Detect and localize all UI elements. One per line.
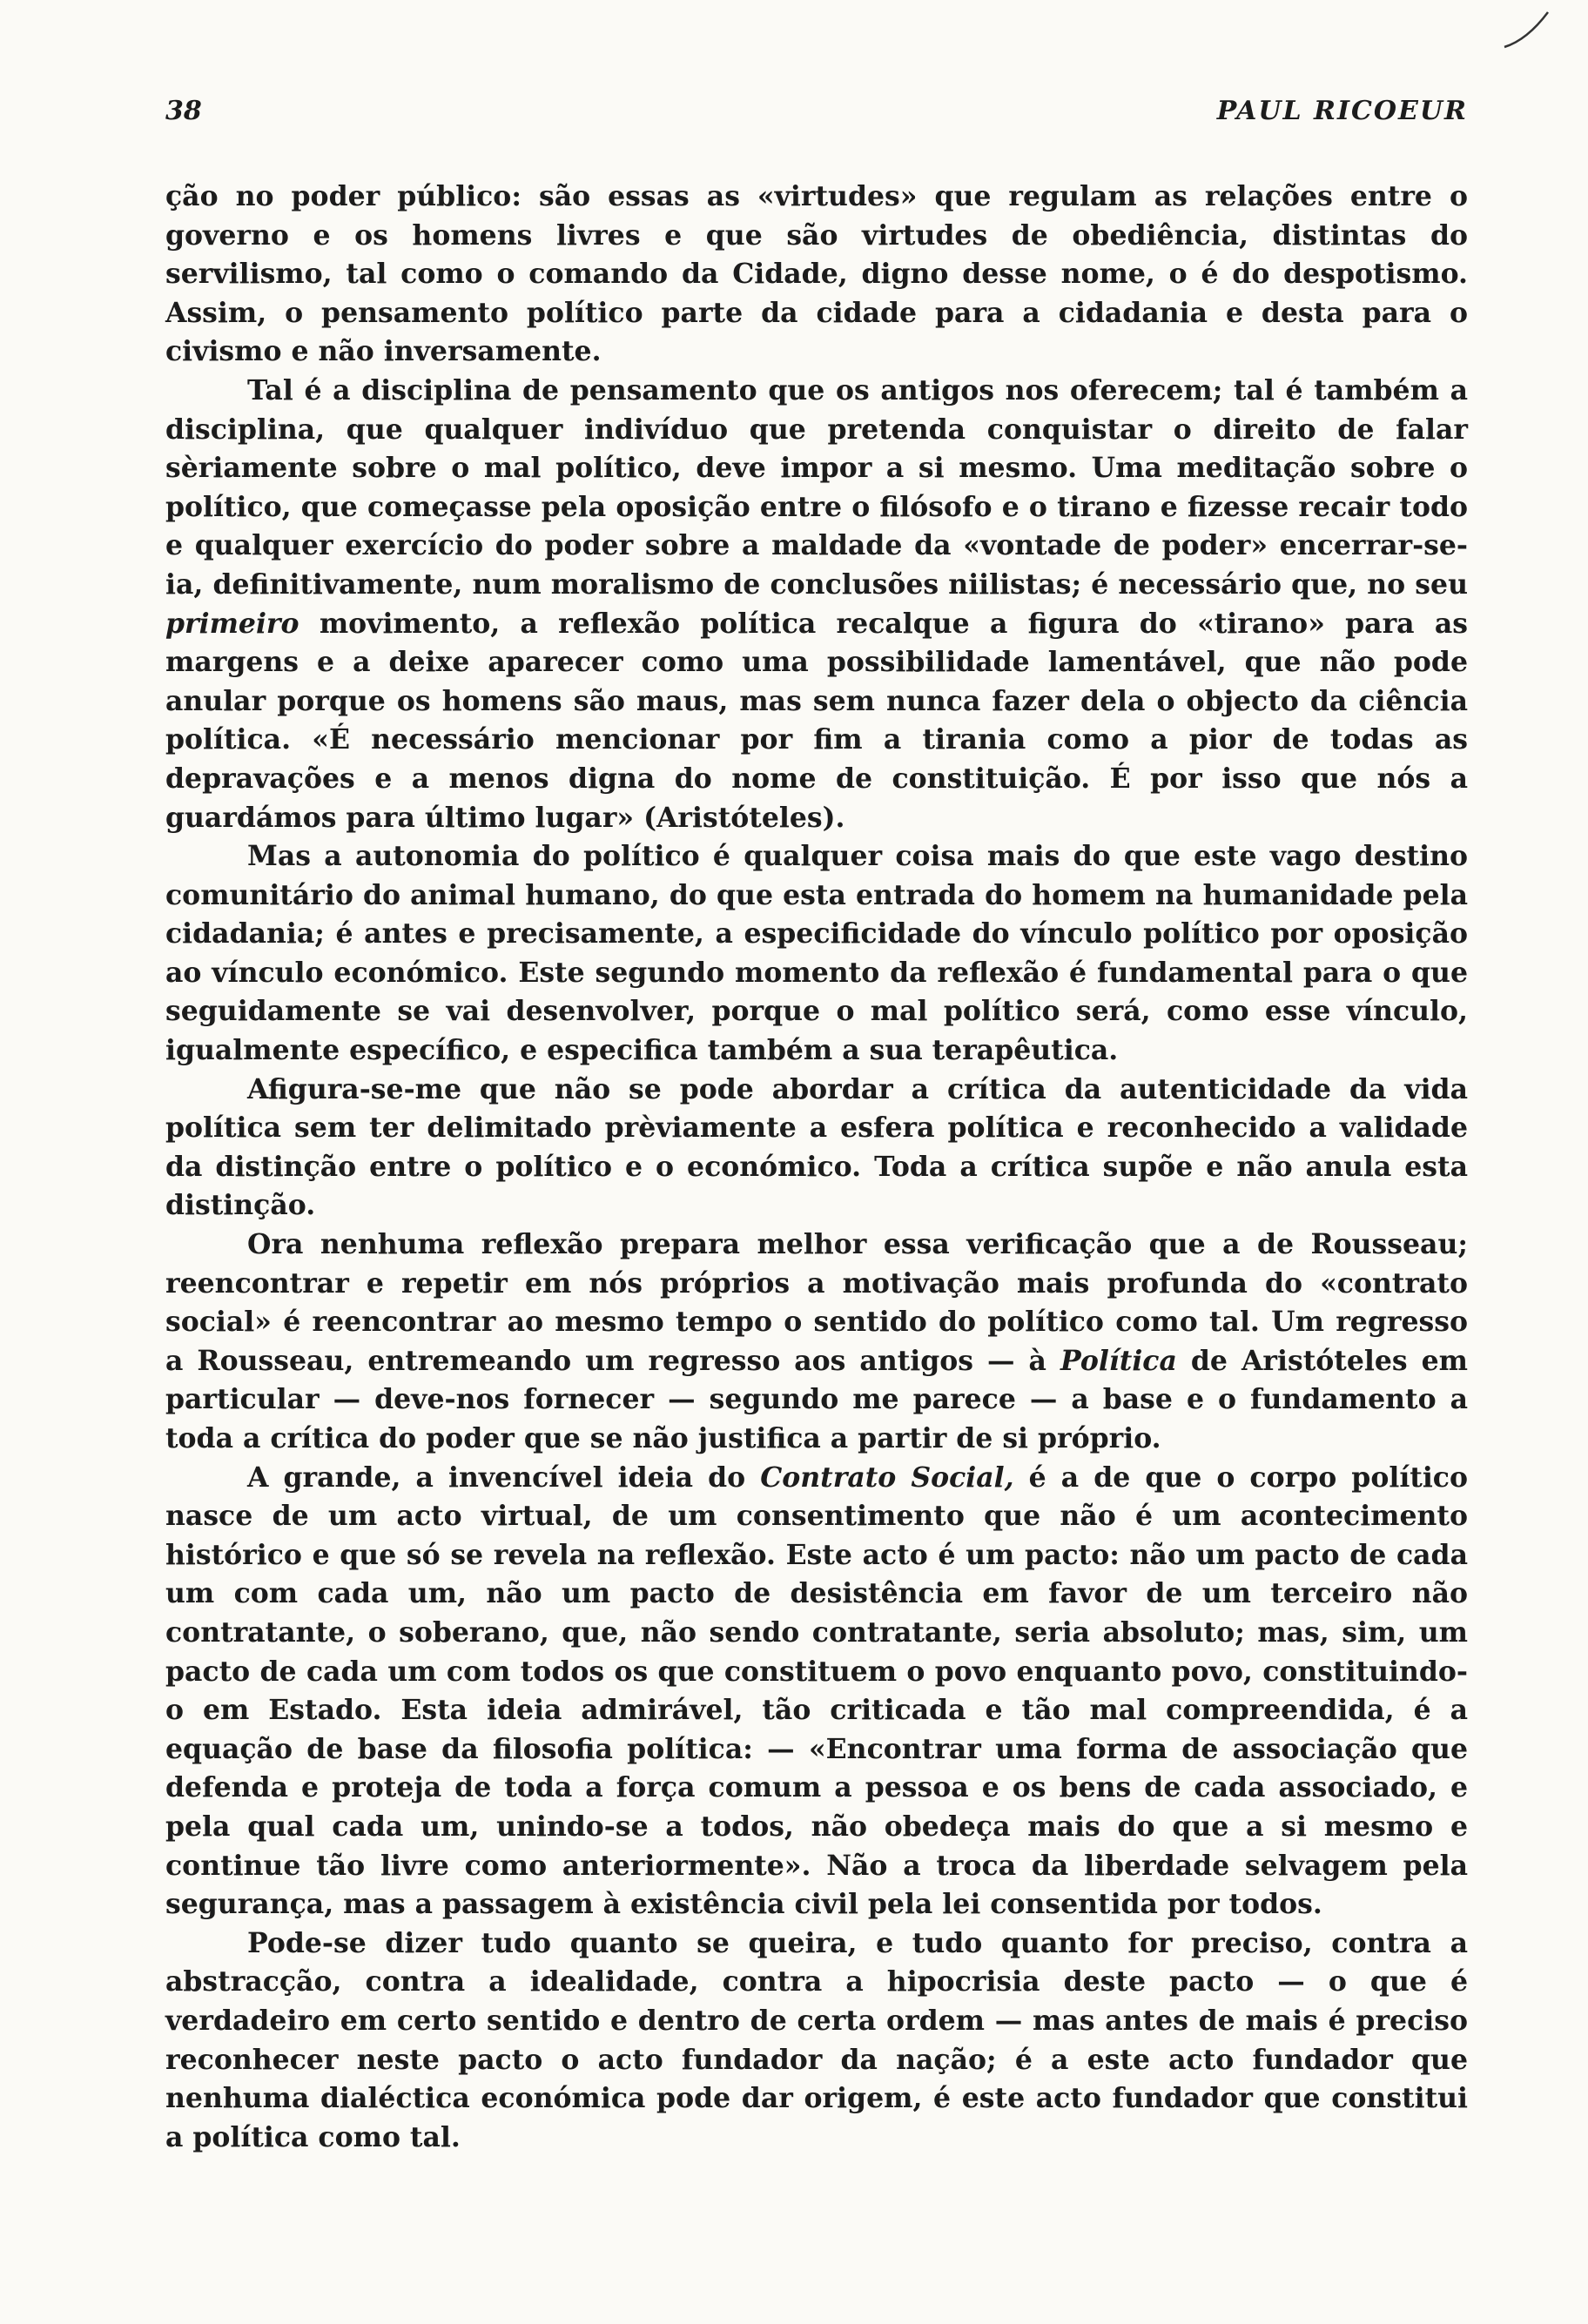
text-run: de Aristóteles em particular — deve-nos fornecer — segundo me parece — a base e o fundamento a toda a crítica do poder que se não justifica a partir de si próprio. — [165, 1344, 1468, 1454]
paragraph — [165, 1924, 1468, 2158]
text-run: Ora nenhuma reflexão prepara melhor essa verificação que a de Rousseau; reencontrar e repetir em nós próprios a motivação mais profunda do «contrato social» é reencontrar ao mesmo tempo o sentido do político como tal. Um regresso a Rousseau, entremeando um regresso aos antigos — à — [165, 1228, 1468, 1377]
paragraph — [165, 1459, 1468, 1924]
italic-text-run: Política — [1060, 1344, 1177, 1377]
text-run: Tal é a disciplina de pensamento que os antigos nos oferecem; tal é também a disciplina, que qualquer indivíduo que pretenda conquistar o direito de falar sèriamente sobre o mal político, deve impor a si mesmo. Uma meditação sobre o político, que começasse pela oposição entre o filósofo e o tirano e fizesse recair todo e qualquer exercício do poder sobre a maldade da «vontade de poder» encerrar-se-ia, definitivamente, num moralismo de conclusões niilistas; é necessário que, no seu — [165, 373, 1468, 601]
text-run: movimento, a reflexão política recalque a figura do «tirano» para as margens e a deixe aparecer como uma possibilidade lamentável, que não pode anular porque os homens são maus, mas sem nunca fazer dela o objecto da ciência política. «É necessário mencionar por fim a tirania como a pior de todas as depravações e a menos digna do nome de constituição. É por isso que nós a guardámos para último lugar» (Aristóteles). — [165, 607, 1468, 834]
text-run: é a de que o corpo político nasce de um acto virtual, de um consentimento que não é um acontecimento histórico e que só se revela na reflexão. Este acto é um pacto: não um pacto de cada um com cada um, não um pacto de desistência em favor de um terceiro não contratante, o soberano, que, não sendo contratante, seria absoluto; mas, sim, um pacto de cada um com todos os que constituem o povo enquanto povo, constituindo-o em Estado. Esta ideia admirável, tão criticada e tão mal compreendida, é a equação de base da filosofia política: — «Encontrar uma forma de associação que defenda e proteja de toda a força comum a pessoa e os bens de cada associado, e pela qual cada um, unindo-se a todos, não obedeça mais do que a si mesmo e continue tão livre como anteriormente». Não a troca da liberdade selvagem pela segurança, mas a passagem à existência civil pela lei consentida por todos. — [165, 1461, 1468, 1921]
pen-mark-icon — [1501, 9, 1553, 52]
paragraph — [165, 1071, 1468, 1226]
paragraph — [165, 178, 1468, 372]
italic-text-run: primeiro — [165, 607, 299, 640]
paragraph — [165, 372, 1468, 837]
page-number: 38 — [165, 96, 202, 126]
text-run: Afigura-se-me que não se pode abordar a crítica da autenticidade da vida política sem ter delimitado prèviamente a esfera política e reconhecido a validade da distinção entre o político e o económico. Toda a crítica supõe e não anula esta distinção. — [165, 1072, 1468, 1222]
running-head: PAUL RICOEUR — [1216, 96, 1468, 126]
text-run: Mas a autonomia do político é qualquer coisa mais do que este vago destino comunitário do animal humano, do que esta entrada do homem na humanidade pela cidadania; é antes e precisamente, a especificidade do vínculo político por oposição ao vínculo económico. Este segundo momento da reflexão é fundamental para o que seguidamente se vai desenvolver, porque o mal político será, como esse vínculo, igualmente específico, e especifica também a sua terapêutica. — [165, 840, 1468, 1067]
page-header — [165, 96, 1468, 131]
italic-text-run: Contrato Social, — [760, 1461, 1014, 1494]
paragraph — [165, 1226, 1468, 1459]
text-run: ção no poder público: são essas as «virtudes» que regulam as relações entre o governo e os homens livres e que são virtudes de obediência, distintas do servilismo, tal como o comando da Cidade, digno desse nome, o é do despotismo. Assim, o pensamento político parte da cidade para a cidadania e desta para o civismo e não inversamente. — [165, 180, 1468, 368]
text-run: Pode-se dizer tudo quanto se queira, e tudo quanto for preciso, contra a abstracção, contra a idealidade, contra a hipocrisia deste pacto — o que é verdadeiro em certo sentido e dentro de certa ordem — mas antes de mais é preciso reconhecer neste pacto o acto fundador da nação; é a este acto fundador que nenhuma dialéctica económica pode dar origem, é este acto fundador que constitui a política como tal. — [165, 1926, 1468, 2153]
body-text — [165, 178, 1468, 2157]
paragraph — [165, 837, 1468, 1071]
text-run: A grande, a invencível ideia do — [247, 1461, 761, 1494]
